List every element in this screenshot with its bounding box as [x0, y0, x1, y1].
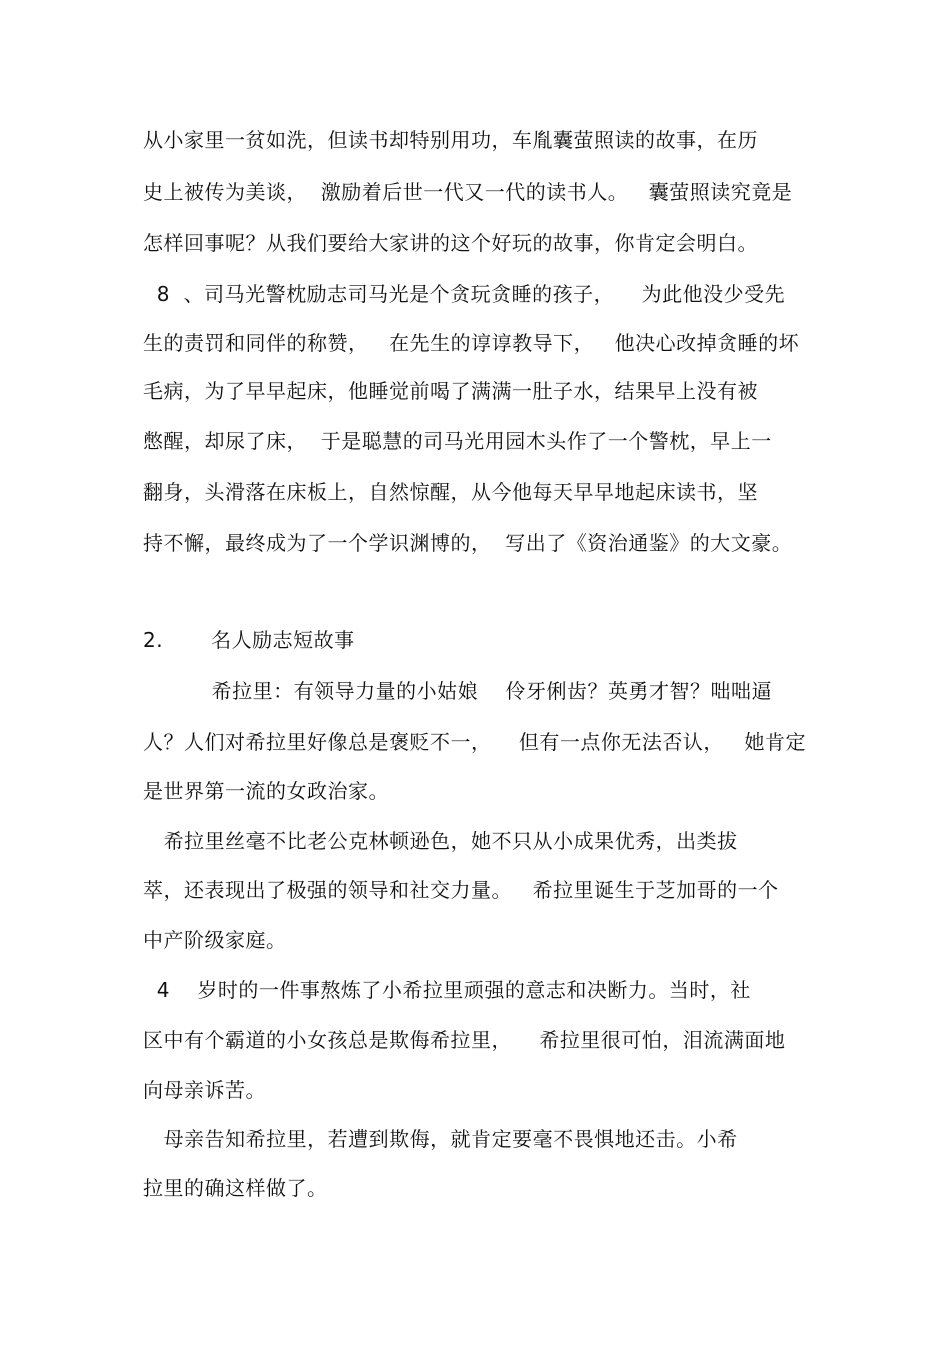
text-line: 持不懈，最终成为了一个学识渊博的， 写出了《资治通鉴》的大文豪。	[143, 531, 793, 555]
text-line: 希拉里丝毫不比老公克林顿逊色，她不只从小成果优秀，出类拔	[143, 829, 738, 853]
text-line: 史上被传为美谈， 激励着后世一代又一代的读书人。 囊萤照读究竟是	[143, 180, 793, 204]
text-line: 翻身，头滑落在床板上，自然惊醒，从今他每天早早地起床读书，坚	[143, 480, 758, 504]
text-line: 中产阶级家庭。	[143, 928, 287, 952]
text-line: 区中有个霸道的小女孩总是欺侮希拉里， 希拉里很可怕，泪流满面地	[143, 1028, 786, 1052]
text-line: 拉里的确这样做了。	[143, 1176, 328, 1200]
section-heading: 2. 名人励志短故事	[143, 628, 355, 652]
text-line: 母亲告知希拉里，若遭到欺侮，就肯定要毫不畏惧地还击。小希	[143, 1127, 738, 1151]
text-line: 向母亲诉苦。	[143, 1078, 266, 1102]
text-line: 萃，还表现出了极强的领导和社交力量。 希拉里诞生于芝加哥的一个	[143, 878, 779, 902]
text-line: 希拉里：有领导力量的小姑娘 伶牙俐齿？英勇才智？咄咄逼	[143, 679, 773, 703]
text-line: 从小家里一贫如洗，但读书却特别用功，车胤囊萤照读的故事，在历	[143, 128, 758, 152]
text-line: 怎样回事呢？从我们要给大家讲的这个好玩的故事，你肯定会明白。	[143, 231, 758, 255]
text-line: 是世界第一流的女政治家。	[143, 779, 389, 803]
text-line: 4 岁时的一件事熬炼了小希拉里顽强的意志和决断力。当时，社	[143, 978, 751, 1002]
text-line: 人？人们对希拉里好像总是褒贬不一， 但有一点你无法否认， 她肯定	[143, 730, 807, 754]
text-line: 生的责罚和同伴的称赞， 在先生的谆谆教导下， 他决心改掉贪睡的坏	[143, 331, 800, 355]
text-line: 憋醒，却尿了床， 于是聪慧的司马光用园木头作了一个警枕，早上一	[143, 429, 772, 453]
text-line: 毛病，为了早早起床，他睡觉前喝了满满一肚子水，结果早上没有被	[143, 379, 758, 403]
text-line: 8 、司马光警枕励志司马光是个贪玩贪睡的孩子， 为此他没少受先	[143, 282, 786, 306]
